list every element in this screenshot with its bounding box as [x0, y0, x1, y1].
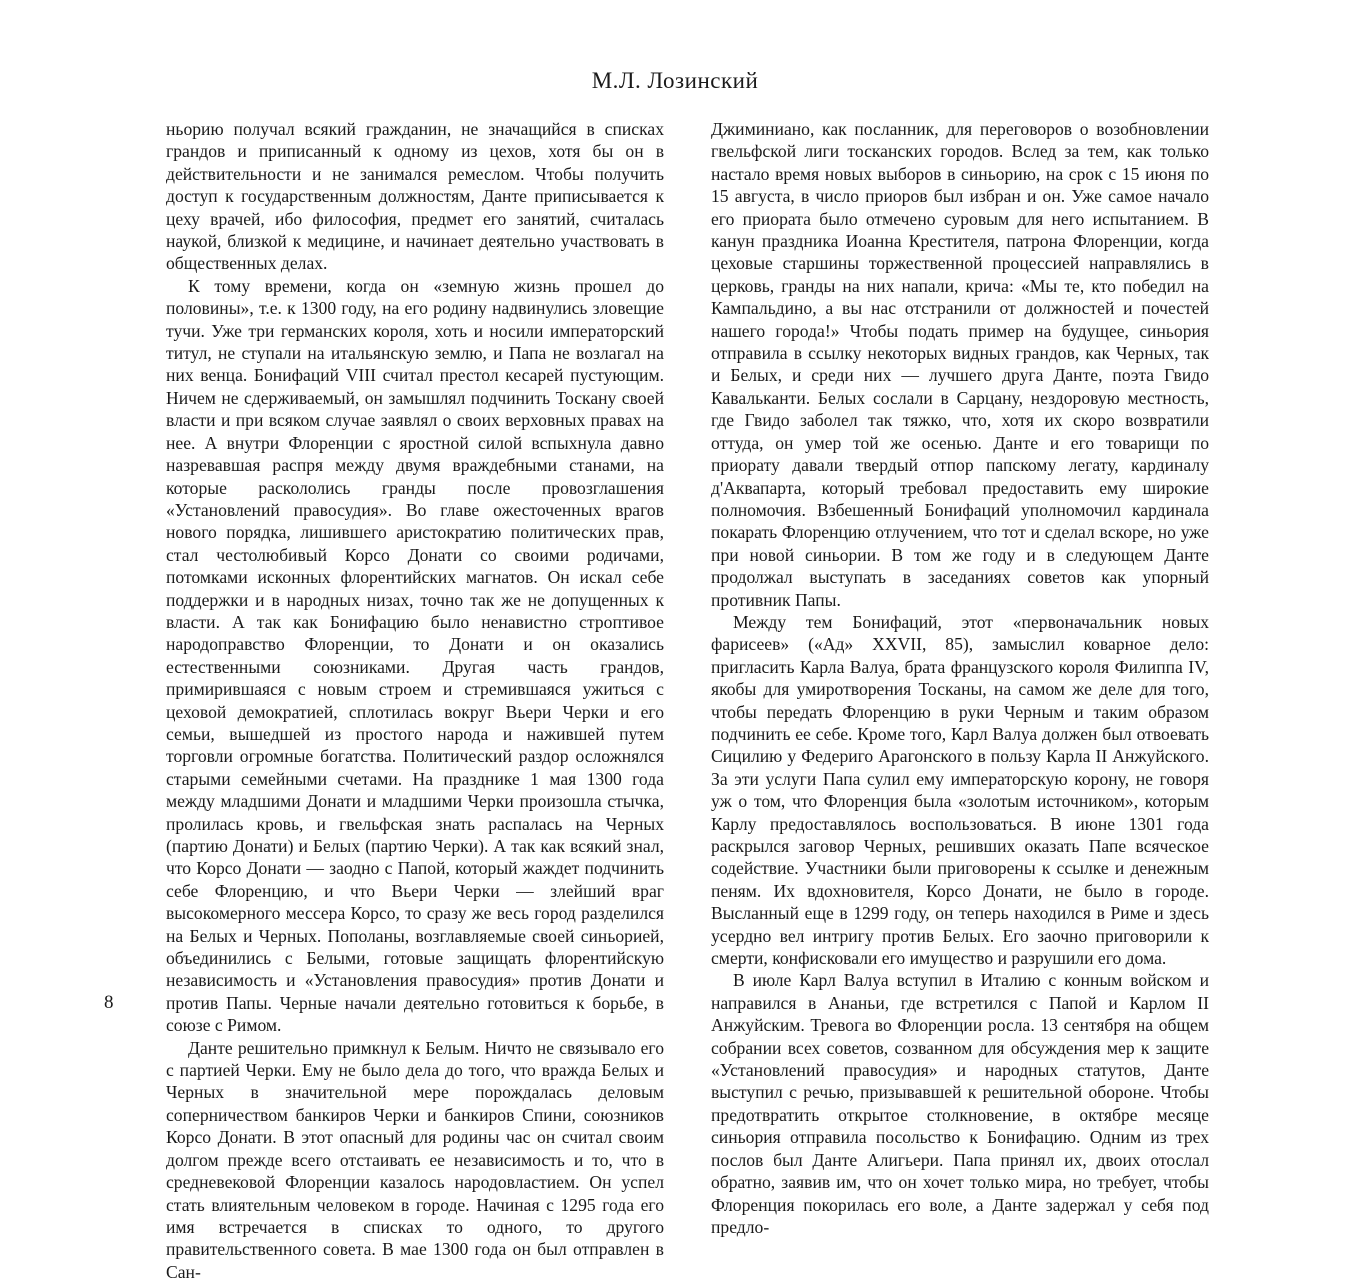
left-column — [166, 118, 664, 1282]
page-number: 8 — [104, 992, 114, 1013]
paragraph: Данте решительно примкнул к Белым. Ничто не связывало его с партией Черки. Ему не было дела до того, что вражда Белых и Черных в значительной мере порождалась деловым соперничеством банкиров Черки и банкиров Спини, союзников Корсо Донати. В этот опасный для родины час он считал своим долгом прежде всего отстаивать ее независимость и то, что в средневековой Флоренции казалось народовластием. Он успел стать влиятельным человеком в городе. Начиная с 1295 года его имя встречается в списках то одного, то другого правительственного совета. В мае 1300 года он был отправлен в Сан- — [166, 1037, 664, 1282]
paragraph: Джиминиано, как посланник, для переговоров о возобновлении гвельфской лиги тосканских городов. Вслед за тем, как только настало время новых выборов в синьорию, на срок с 15 июня по 15 августа, в число приоров был избран и он. Уже самое начало его приората было отмечено суровым для него испытанием. В канун праздника Иоанна Крестителя, патрона Флоренции, когда цеховые старшины торжественной процессией направлялись в церковь, гранды на них напали, крича: «Мы те, кто победил на Кампальдино, а вы нас отстранили от должностей и почестей нашего города!» Чтобы подать пример на будущее, синьория отправила в ссылку некоторых видных грандов, как Черных, так и Белых, и среди них — лучшего друга Данте, поэта Гвидо Кавальканти. Белых сослали в Сарцану, нездоровую местность, где Гвидо заболел так тяжко, что, хотя их скоро возвратили оттуда, он умер той же осенью. Данте и его товарищи по приорату давали твердый отпор папскому легату, кардиналу д'Аквапарта, который требовал предоставить ему широкие полномочия. Взбешенный Бонифаций уполномочил кардинала покарать Флоренцию отлучением, что тот и сделал вскоре, но уже при новой синьории. В том же году и в следующем Данте продолжал выступать в заседаниях советов как упорный противник Папы. — [711, 119, 1209, 610]
paragraph: Между тем Бонифаций, этот «первоначальник новых фарисеев» («Ад» XXVII, 85), замыслил коварное дело: пригласить Карла Валуа, брата французского короля Филиппа IV, якобы для умиротворения Тосканы, на самом же деле для того, чтобы передать Флоренцию в руки Черным и таким образом подчинить ее себе. Кроме того, Карл Валуа должен был отвоевать Сицилию у Федериго Арагонского в пользу Карла II Анжуйского. За эти услуги Папа сулил ему императорскую корону, не говоря уж о том, что Флоренция была «золотым источником», которым Карлу предоставлялось воспользоваться. В июне 1301 года раскрылся заговор Черных, решивших оказать Папе всяческое содействие. Участники были приговорены к ссылке и денежным пеням. Их вдохновителя, Корсо Донати, не было в городе. Высланный еще в 1299 году, он теперь находился в Риме и здесь усердно вел интригу против Белых. Его заочно приговорили к смерти, конфисковали его имущество и разрушили его дома. — [711, 611, 1209, 969]
paragraph: ньорию получал всякий гражданин, не значащийся в списках грандов и приписанный к одному из цехов, хотя бы он в действительности и не занимался ремеслом. Чтобы получить доступ к государственным должностям, Данте приписывается к цеху врачей, ибо философия, предмет его занятий, считалась наукой, близкой к медицине, и начинает деятельно участвовать в общественных делах. — [166, 119, 664, 274]
right-column — [711, 118, 1209, 1237]
paragraph: В июле Карл Валуа вступил в Италию с конным войском и направился в Ананьи, где встретился с Папой и Карлом II Анжуйским. Тревога во Флоренции росла. 13 сентября на общем собрании всех советов, созванном для обсуждения мер к защите «Установлений правосудия» и народных статутов, Данте выступил с речью, призывавшей к решительной обороне. Чтобы предотвратить открытое столкновение, в октябре месяце синьория отправила посольство к Бонифацию. Одним из трех послов был Данте Алигьери. Папа принял их, двоих отослал обратно, заявив им, что он хочет только мира, но требует, чтобы Флоренция покорилась его воле, а Данте задержал у себя под предло- — [711, 970, 1209, 1237]
running-head: М.Л. Лозинский — [591, 68, 759, 93]
paragraph: К тому времени, когда он «земную жизнь прошел до половины», т.е. к 1300 году, на его родину надвинулись зловещие тучи. Уже три германских короля, хоть и носили императорский титул, не ступали на итальянскую землю, и Папа не возлагал на них венца. Бонифаций VIII считал престол кесарей пустующим. Ничем не сдерживаемый, он замышлял подчинить Тоскану своей власти и при всяком случае заявлял о своих верховных правах на нее. А внутри Флоренции с яростной силой вспыхнула давно назревавшая распря между двумя враждебными станами, на которые раскололись гранды после провозглашения «Установлений правосудия». Во главе ожесточенных врагов нового порядка, лишившего аристократию политических прав, стал честолюбивый Корсо Донати со своими родичами, потомками исконных флорентийских магнатов. Он искал себе поддержки и в народных низах, точно так же не допущенных к власти. А так как Бонифацию было ненавистно строптивое народоправство Флоренции, то Донати и он оказались естественными союзниками. Другая часть грандов, примирившаяся с новым строем и стремившаяся ужиться с цеховой демократией, сплотилась вокруг Вьери Черки и его семьи, вышедшей из простого народа и нажившей путем торговли огромные богатства. Политический раздор осложнялся старыми семейными счетами. На празднике 1 мая 1300 года между младшими Донати и младшими Черки произошла стычка, пролилась кровь, и гвельфская знать распалась на Черных (партию Донати) и Белых (партию Черки). А так как всякий знал, что Корсо Донати — заодно с Папой, который жаждет подчинить себе Флоренцию, и что Вьери Черки — злейший враг высокомерного мессера Корсо, то сразу же весь город разделился на Белых и Черных. Пополаны, возглавляемые своей синьорией, объединились с Белыми, готовые защищать флорентийскую независимость и «Установления правосудия» против Донати и против Папы. Черные начали деятельно готовиться к борьбе, в союзе с Римом. — [166, 275, 664, 1036]
